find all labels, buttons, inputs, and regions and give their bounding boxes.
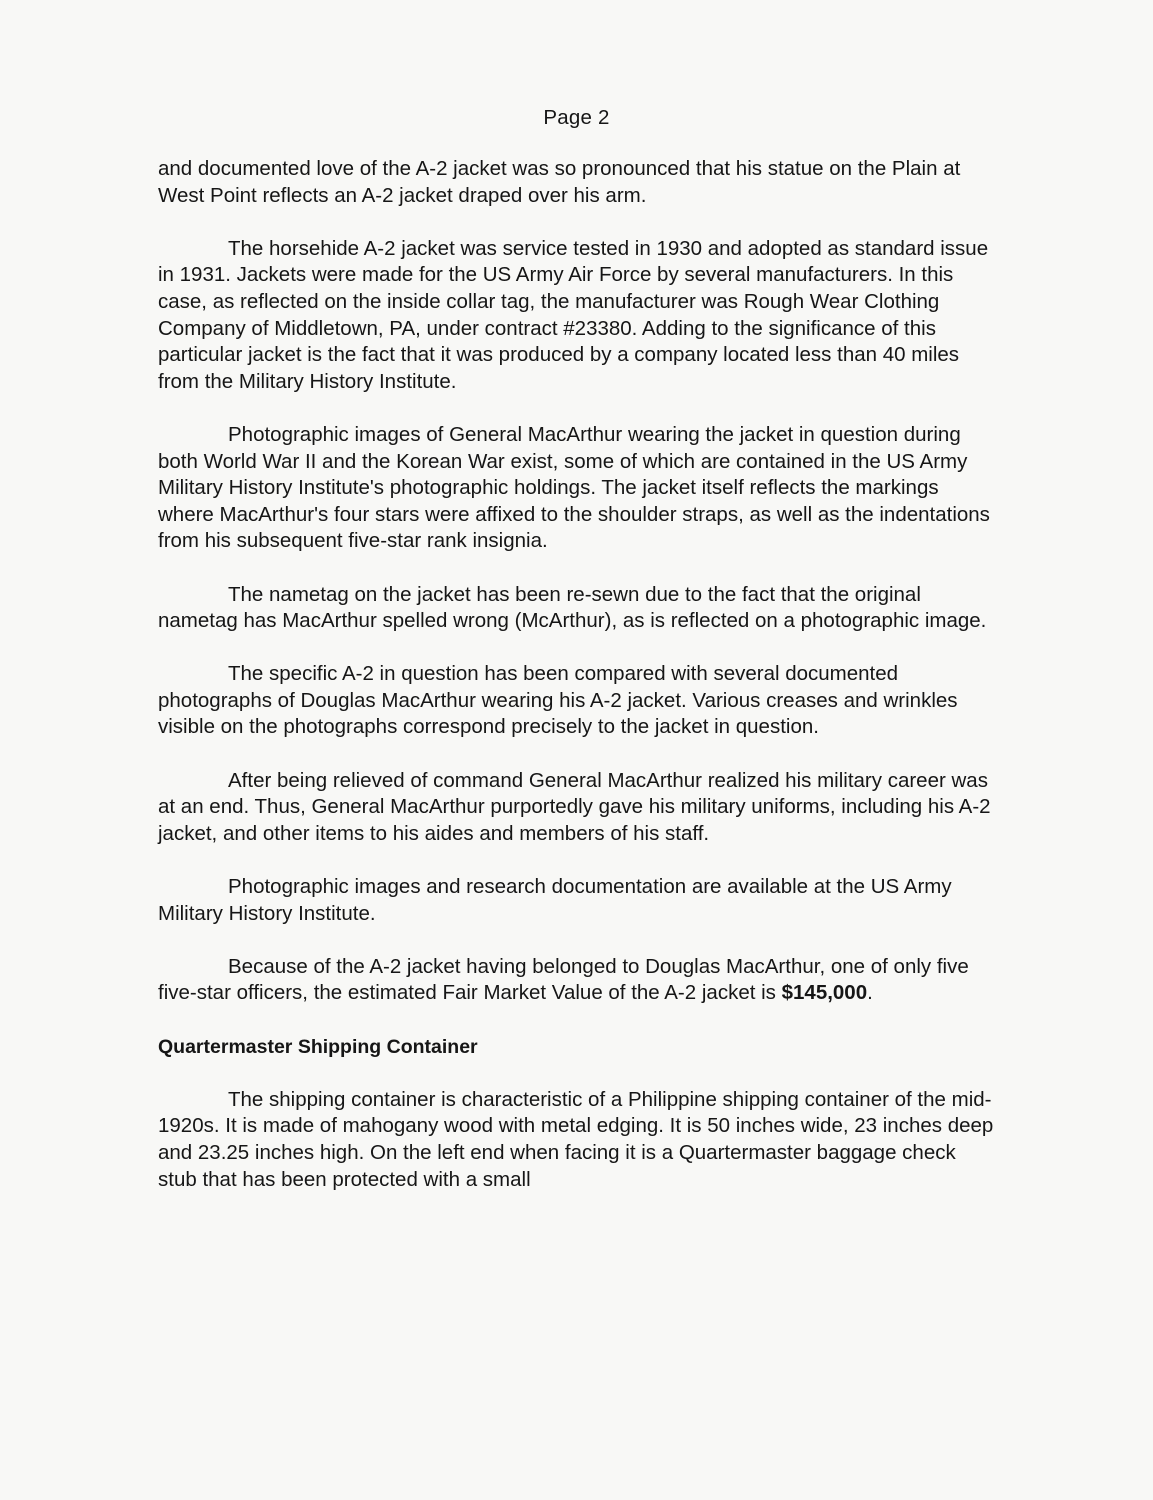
paragraph-continuation: and documented love of the A-2 jacket was so pronounced that his statue on the Plain at West Point reflects an A-2 jacket draped over his arm. [158,157,961,207]
paragraph-comparison: The specific A-2 in question has been compared with several documented photographs of Douglas MacArthur wearing his A-2 jacket. Various creases and wrinkles visible on the photographs correspond precisely to the jacket in question. [158,662,958,739]
paragraph-documentation: Photographic images and research documentation are available at the US Army Military History Institute. [158,875,952,925]
paragraph-jacket-history: The horsehide A-2 jacket was service tested in 1930 and adopted as standard issue in 1931. Jackets were made for the US Army Air Force by several manufacturers. In this case, as reflected on the inside collar tag, the manufacturer was Rough Wear Clothing Company of Middletown, PA, under contract #23380. Adding to the significance of this particular jacket is the fact that it was produced by a company located less than 40 miles from the Military History Institute. [158,236,989,393]
document-body [158,156,998,1193]
paragraph-relieved-of-command: After being relieved of command General MacArthur realized his military career was at an end. Thus, General MacArthur purportedly gave his military uniforms, including his A-2 jacket, and other items to his aides and members of his staff. [158,768,991,845]
paragraph-shipping-container: The shipping container is characteristic of a Philippine shipping container of the mid-1920s. It is made of mahogany wood with metal edging. It is 50 inches wide, 23 inches deep and 23.25 inches high. On the left end when facing it is a Quartermaster baggage check stub that has been protected with a small [158,1087,994,1191]
page-number: Page 2 [543,106,610,129]
fair-market-value: $145,000 [781,981,868,1005]
valuation-end: . [867,981,873,1005]
valuation-text: Because of the A-2 jacket having belonged to Douglas MacArthur, one of only five five-star officers, the estimated Fair Market Value of the A-2 jacket is [158,954,969,1005]
paragraph-valuation [158,954,998,1007]
paragraph-photographic-images: Photographic images of General MacArthur wearing the jacket in question during both World War II and the Korean War exist, some of which are contained in the US Army Military History Institute's photographic holdings. The jacket itself reflects the markings where MacArthur's four stars were affixed to the shoulder straps, as well as the indentations from his subsequent five-star rank insignia. [158,422,990,553]
section-heading: Quartermaster Shipping Container [158,1035,478,1058]
paragraph-nametag: The nametag on the jacket has been re-sewn due to the fact that the original nametag has MacArthur spelled wrong (McArthur), as is reflected on a photographic image. [158,582,987,633]
